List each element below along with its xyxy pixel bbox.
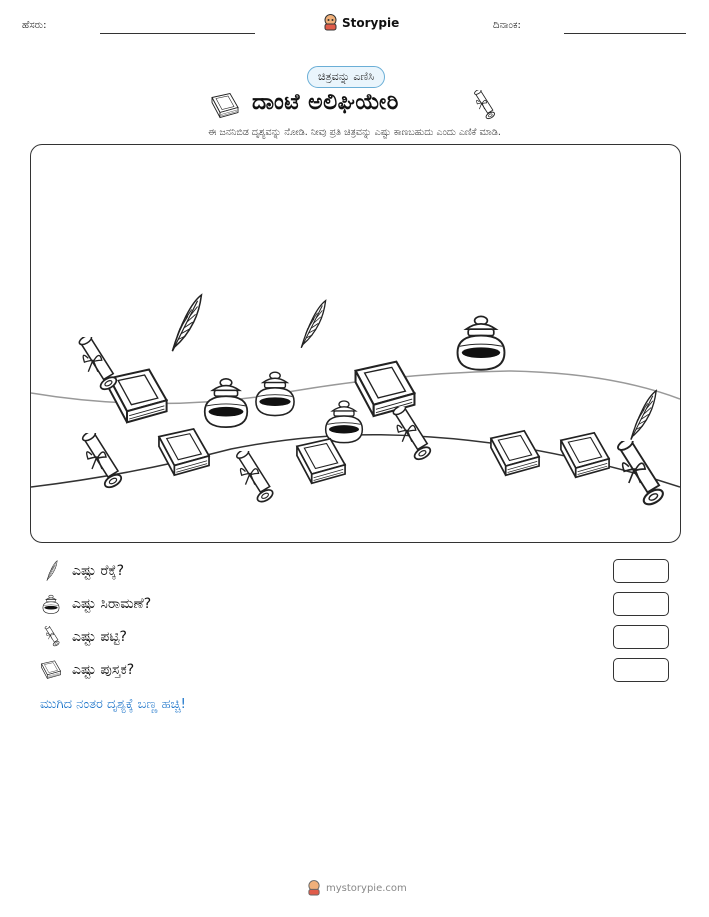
counting-scene xyxy=(30,144,681,543)
scroll-icon xyxy=(616,437,665,507)
answer-box-book[interactable] xyxy=(613,658,669,682)
name-label: ಹೆಸರು: xyxy=(22,20,47,31)
footer-url[interactable]: mystorypie.com xyxy=(326,882,407,894)
finish-note: ಮುಗಿದ ನಂತರ ದೃಶ್ಯಕ್ಕೆ ಬಣ್ಣ ಹಚ್ಚಿ! xyxy=(40,697,186,712)
feather-icon xyxy=(40,560,62,582)
date-label: ದಿನಾಂಕ: xyxy=(493,20,521,31)
scene-illustration xyxy=(31,145,680,542)
scroll-icon xyxy=(81,429,123,489)
feather-icon xyxy=(301,301,325,348)
inkpot-icon xyxy=(256,372,294,415)
inkpot-icon xyxy=(40,593,62,615)
book-icon xyxy=(40,659,62,681)
book-icon xyxy=(561,433,609,477)
question-row-book xyxy=(40,657,134,683)
answer-box-scroll[interactable] xyxy=(613,625,669,649)
answer-box-feather[interactable] xyxy=(613,559,669,583)
book-icon xyxy=(159,429,209,475)
scroll-icon xyxy=(40,626,62,648)
footer xyxy=(307,880,407,896)
book-icon xyxy=(210,92,240,120)
date-field[interactable] xyxy=(564,33,686,34)
inkpot-icon xyxy=(205,379,248,427)
feather-icon xyxy=(172,295,201,351)
name-field[interactable] xyxy=(100,33,255,34)
question-row-inkpot xyxy=(40,591,151,617)
scroll-icon xyxy=(470,90,496,122)
activity-badge: ಚಿತ್ರವನ್ನು ಎಣಿಸಿ xyxy=(307,66,385,88)
scroll-icon xyxy=(235,448,274,504)
answer-box-inkpot[interactable] xyxy=(613,592,669,616)
scroll-icon xyxy=(392,404,432,462)
inkpot-icon xyxy=(326,401,363,443)
inkpot-icon xyxy=(458,316,505,369)
storypie-mascot-icon xyxy=(307,880,321,896)
page-title: ದಾಂಟೆ ಅಲಿಘಿಯೇರಿ xyxy=(252,90,399,115)
book-icon xyxy=(491,431,539,475)
storypie-mascot-icon xyxy=(323,14,338,31)
book-icon xyxy=(109,370,166,423)
scroll-icon xyxy=(78,334,118,392)
book-icon xyxy=(297,439,345,483)
question-row-scroll xyxy=(40,624,127,650)
question-row-feather xyxy=(40,558,124,584)
question-text: ಎಷ್ಟು ಸಿರಾಮಣೆ? xyxy=(72,596,152,612)
question-text: ಎಷ್ಟು ಪಟ್ಟಿ? xyxy=(72,629,127,645)
question-text: ಎಷ್ಟು ಪುಸ್ತಕ? xyxy=(72,662,135,678)
question-text: ಎಷ್ಟು ರೆಕ್ಕೆ? xyxy=(72,563,125,579)
brand-name: Storypie xyxy=(342,15,400,30)
feather-icon xyxy=(631,391,656,440)
brand-logo xyxy=(323,14,399,31)
instructions: ಈ ಜನನಿಬಿಡ ದೃಶ್ಯವನ್ನು ನೋಡಿ. ನೀವು ಪ್ರತಿ ಚಿತ್ರವನ್ನು ಎಷ್ಟು ಕಾಣಬಹುದು ಎಂದು ಎಣಿಕೆ ಮಾಡಿ. xyxy=(208,127,501,138)
